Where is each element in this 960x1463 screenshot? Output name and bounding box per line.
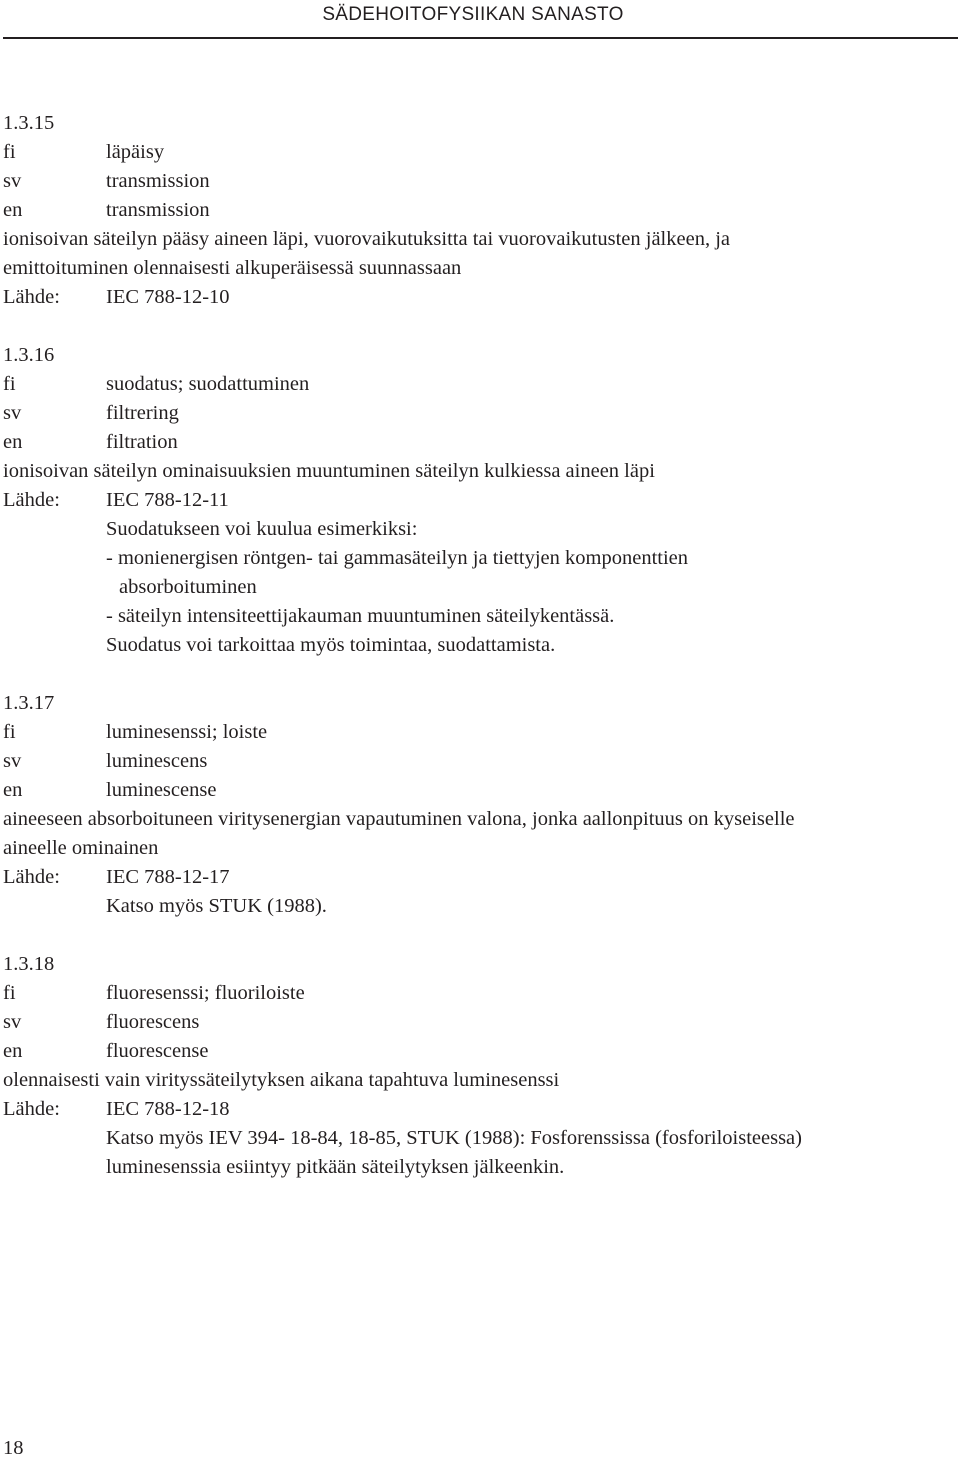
definition-line: olennaisesti vain virityssäteilytyksen aikana tapahtuva luminesenssi xyxy=(3,1069,560,1091)
source-reference: IEC 788-12-11 xyxy=(106,489,229,511)
finnish-term: suodatus; suodattuminen xyxy=(106,373,310,395)
definition-line: ionisoivan säteilyn ominaisuuksien muuntuminen säteilyn kulkiessa aineen läpi xyxy=(3,460,655,482)
swedish-term: fluorescens xyxy=(106,1011,200,1033)
definition-line: emittoituminen olennaisesti alkuperäisessä suunnassaan xyxy=(3,257,462,279)
swedish-term-row xyxy=(3,747,958,776)
language-code: fi xyxy=(3,982,16,1004)
entry-number: 1.3.18 xyxy=(3,953,55,975)
source-reference: IEC 788-12-18 xyxy=(106,1098,230,1120)
language-code: fi xyxy=(3,721,16,743)
source-row xyxy=(3,863,958,892)
english-term: filtration xyxy=(106,431,178,453)
language-code: en xyxy=(3,779,23,801)
note-line: luminesenssia esiintyy pitkään säteilytyksen jälkeenkin. xyxy=(106,1156,565,1178)
term-entry xyxy=(3,109,958,312)
swedish-term-row xyxy=(3,167,958,196)
note-line: Katso myös STUK (1988). xyxy=(106,895,327,917)
entry-number: 1.3.16 xyxy=(3,344,55,366)
swedish-term: transmission xyxy=(106,170,210,192)
entry-number: 1.3.15 xyxy=(3,112,55,134)
language-code: en xyxy=(3,431,23,453)
finnish-term-row xyxy=(3,370,958,399)
language-code: sv xyxy=(3,1011,22,1033)
source-label: Lähde: xyxy=(3,866,60,888)
swedish-term: filtrering xyxy=(106,402,179,424)
language-code: fi xyxy=(3,141,16,163)
note-line: - monienergisen röntgen- tai gammasäteilyn ja tiettyjen komponenttien xyxy=(106,547,689,569)
finnish-term: läpäisy xyxy=(106,141,165,163)
swedish-term: luminescens xyxy=(106,750,208,772)
language-code: en xyxy=(3,199,23,221)
term-entry xyxy=(3,689,958,921)
language-code: sv xyxy=(3,170,22,192)
finnish-term: fluoresenssi; fluoriloiste xyxy=(106,982,305,1004)
definition-line: aineeseen absorboituneen viritysenergian vapautuminen valona, jonka aallonpituus on kyseiselle xyxy=(3,808,795,830)
source-row xyxy=(3,1095,958,1124)
language-code: sv xyxy=(3,750,22,772)
english-term: transmission xyxy=(106,199,210,221)
source-label: Lähde: xyxy=(3,286,60,308)
note-line: absorboituminen xyxy=(119,576,257,598)
finnish-term-row xyxy=(3,979,958,1008)
term-entry xyxy=(3,950,958,1182)
term-entry xyxy=(3,341,958,660)
header-rule xyxy=(3,37,958,39)
english-term-row xyxy=(3,428,958,457)
note-line: Katso myös IEV 394- 18-84, 18-85, STUK (1988): Fosforenssissa (fosforiloisteessa) xyxy=(106,1127,802,1149)
finnish-term-row xyxy=(3,138,958,167)
swedish-term-row xyxy=(3,399,958,428)
finnish-term-row xyxy=(3,718,958,747)
english-term-row xyxy=(3,1037,958,1066)
definition-line: aineelle ominainen xyxy=(3,837,159,859)
note-line: Suodatus voi tarkoittaa myös toimintaa, suodattamista. xyxy=(106,634,556,656)
page-content xyxy=(3,109,958,1211)
source-row xyxy=(3,283,958,312)
finnish-term: luminesenssi; loiste xyxy=(106,721,268,743)
source-reference: IEC 788-12-17 xyxy=(106,866,230,888)
source-row xyxy=(3,486,958,515)
entry-number: 1.3.17 xyxy=(3,692,55,714)
english-term: luminescense xyxy=(106,779,217,801)
page-number: 18 xyxy=(3,1437,24,1459)
english-term-row xyxy=(3,196,958,225)
english-term: fluorescense xyxy=(106,1040,209,1062)
source-reference: IEC 788-12-10 xyxy=(106,286,230,308)
language-code: fi xyxy=(3,373,16,395)
language-code: sv xyxy=(3,402,22,424)
language-code: en xyxy=(3,1040,23,1062)
source-label: Lähde: xyxy=(3,489,60,511)
english-term-row xyxy=(3,776,958,805)
note-line: - säteilyn intensiteettijakauman muuntuminen säteilykentässä. xyxy=(106,605,615,627)
swedish-term-row xyxy=(3,1008,958,1037)
running-header: SÄDEHOITOFYSIIKAN SANASTO xyxy=(322,4,624,25)
source-label: Lähde: xyxy=(3,1098,60,1120)
definition-line: ionisoivan säteilyn pääsy aineen läpi, vuorovaikutuksitta tai vuorovaikutusten jälkeen, ja xyxy=(3,228,730,250)
note-line: Suodatukseen voi kuulua esimerkiksi: xyxy=(106,518,418,540)
